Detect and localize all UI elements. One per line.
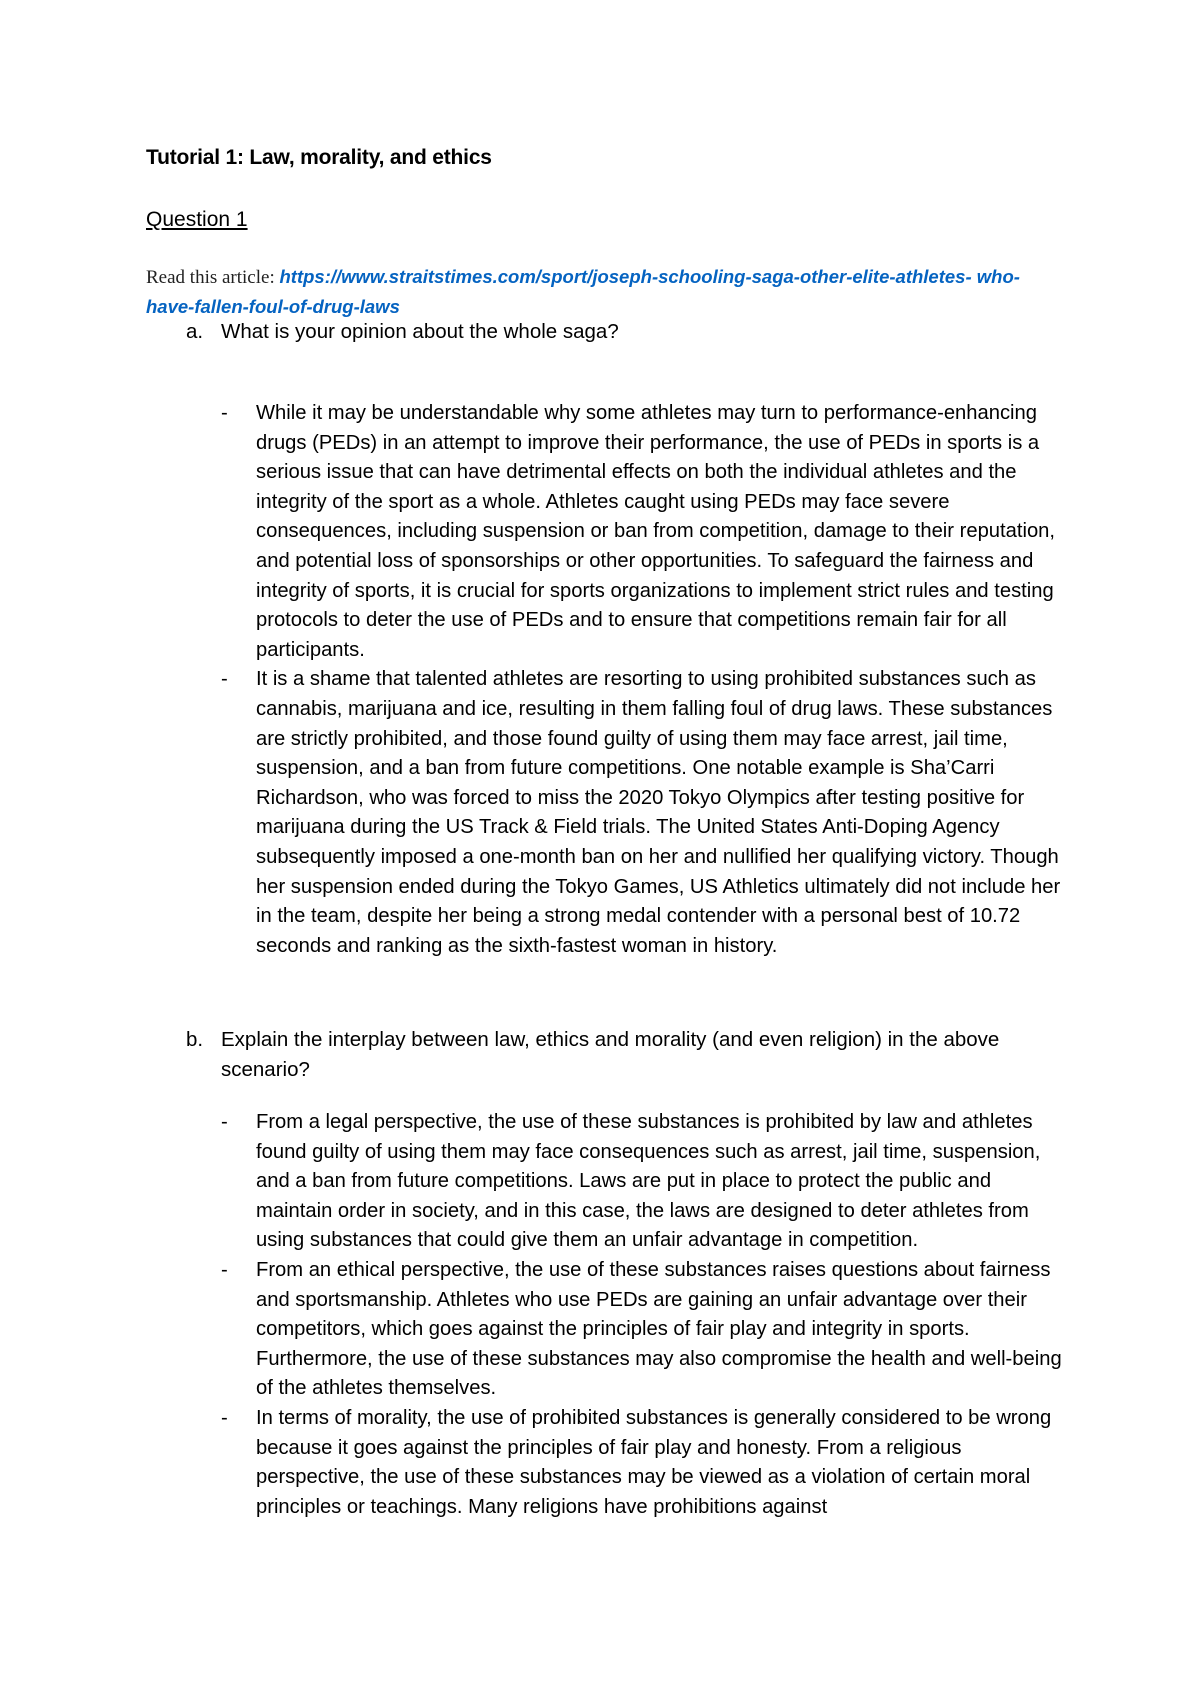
answer-text: From a legal perspective, the use of these substances is prohibited by law and athletes found guilty of using them may face consequences such as arrest, jail time, suspension, and a ban from future competitions. Laws are put in place to protect the public and maintain order in society, and in this case, the laws are designed to deter athletes from using substances that could give them an unfair advantage in competition. bbox=[256, 1111, 1041, 1252]
sub-question-text: Explain the interplay between law, ethics and morality (and even religion) in the above scenario? bbox=[221, 1028, 1000, 1081]
bullet-dash: - bbox=[221, 1406, 228, 1429]
answer-text: From an ethical perspective, the use of these substances raises questions about fairness and sportsmanship. Athletes who use PEDs are gaining an unfair advantage over their competitors, which goes against the principles of fair play and integrity in sports. Furthermore, the use of these substances may also compromise the health and well-being of the athletes themselves. bbox=[256, 1258, 1062, 1400]
sub-question-b bbox=[186, 1025, 1066, 1084]
article-reference bbox=[146, 262, 1066, 322]
article-link[interactable]: https://www.straitstimes.com/sport/joseph-schooling-saga-other-elite-athletes- who-have-fallen-foul-of-drug-laws bbox=[146, 266, 1020, 317]
document-title: Tutorial 1: Law, morality, and ethics bbox=[146, 146, 492, 169]
bullet-dash: - bbox=[221, 1111, 228, 1133]
answer-item bbox=[221, 399, 1071, 665]
bullet-dash: - bbox=[221, 1258, 228, 1281]
answer-list-a bbox=[221, 399, 1071, 961]
answer-text: While it may be understandable why some athletes may turn to performance-enhancing drugs (PEDs) in an attempt to improve their performance, the use of PEDs in sports is a serious issue that can have detrimental effects on both the individual athletes and the integrity of the sport as a whole. Athletes caught using PEDs may face severe consequences, including suspension or ban from competition, damage to their reputation, and potential loss of sponsorships or other opportunities. To safeguard the fairness and integrity of sports, it is crucial for sports organizations to implement strict rules and testing protocols to deter the use of PEDs and to ensure that competitions remain fair for all participants. bbox=[256, 402, 1056, 661]
sub-question-text: What is your opinion about the whole saga? bbox=[221, 320, 619, 343]
sub-question-a bbox=[186, 317, 1066, 347]
answer-item bbox=[221, 1404, 1071, 1522]
question-heading: Question 1 bbox=[146, 208, 248, 231]
read-prefix: Read this article: bbox=[146, 267, 280, 288]
answer-item bbox=[221, 1256, 1071, 1404]
answer-item bbox=[221, 1108, 1071, 1256]
bullet-dash: - bbox=[221, 668, 228, 691]
answer-text: In terms of morality, the use of prohibited substances is generally considered to be wrong because it goes against the principles of fair play and honesty. From a religious perspective, the use of these substances may be viewed as a violation of certain moral principles or teachings. Many religions have prohibitions against bbox=[256, 1406, 1052, 1518]
answer-text: It is a shame that talented athletes are resorting to using prohibited substances such as cannabis, marijuana and ice, resulting in them falling foul of drug laws. These substances are strictly prohibited, and those found guilty of using them may face arrest, jail time, suspension, and a ban from future competitions. One notable example is Sha’Carri Richardson, who was forced to miss the 2020 Tokyo Olympics after testing positive for marijuana during the US Track & Field trials. The United States Anti-Doping Agency subsequently imposed a one-month ban on her and nullified her qualifying victory. Though her suspension ended during the Tokyo Games, US Athletics ultimately did not include her in the team, despite her being a strong medal contender with a personal best of 10.72 seconds and ranking as the sixth-fastest woman in history. bbox=[256, 668, 1061, 957]
sub-question-letter: a. bbox=[186, 320, 204, 343]
sub-question-letter: b. bbox=[186, 1028, 204, 1051]
answer-list-b bbox=[221, 1108, 1071, 1522]
answer-item bbox=[221, 665, 1071, 961]
bullet-dash: - bbox=[221, 402, 228, 424]
